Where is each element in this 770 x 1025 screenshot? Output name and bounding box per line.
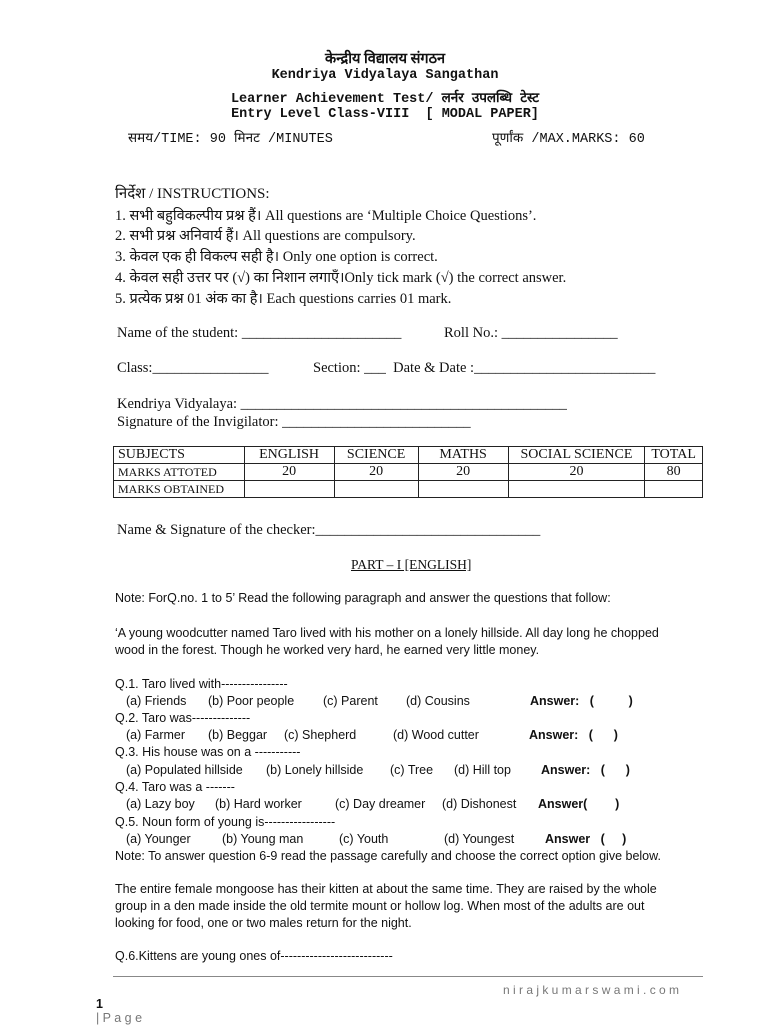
instruction-item: 3. केवल एक ही विकल्प सही है। Only one option is correct. [115, 249, 438, 265]
table-row [114, 464, 703, 481]
option: (d) Dishonest [442, 797, 517, 811]
option: (b) Young man [222, 832, 304, 846]
option: (c) Parent [323, 694, 378, 708]
table-cell [244, 481, 334, 498]
class-field: Class:________________ [117, 360, 269, 376]
table-cell: 20 [418, 464, 508, 481]
marks-table [113, 446, 703, 498]
answer-box: Answer ( ) [545, 832, 627, 846]
question-3: Q.3. His house was on a ----------- [115, 745, 301, 759]
invigilator-field: Signature of the Invigilator: __________________________ [117, 414, 471, 430]
note-1: Note: ForQ.no. 1 to 5’ Read the following paragraph and answer the questions that follow: [115, 591, 611, 605]
option: (d) Hill top [454, 763, 511, 777]
table-cell: 20 [508, 464, 645, 481]
table-row-label: MARKS ATTOTED [114, 464, 245, 481]
question-5: Q.5. Noun form of young is----------------- [115, 815, 336, 829]
table-cell: 80 [645, 464, 703, 481]
section-date-field: Section: ___ Date & Date :_________________________ [313, 360, 656, 376]
question-1: Q.1. Taro lived with---------------- [115, 677, 288, 691]
footer-site: n i r a j k u m a r s w a m i . c o m [503, 983, 680, 997]
table-row-label: MARKS OBTAINED [114, 481, 245, 498]
table-header-cell: SOCIAL SCIENCE [508, 447, 645, 464]
instruction-item: 2. सभी प्रश्न अनिवार्य हैं। All questions are compulsory. [115, 228, 416, 244]
note-2: Note: To answer question 6-9 read the passage carefully and choose the correct option give below. [115, 849, 661, 863]
answer-box: Answer( ) [538, 797, 620, 811]
question-4: Q.4. Taro was a ------- [115, 780, 235, 794]
option: (a) Younger [126, 832, 191, 846]
option: (a) Lazy boy [126, 797, 195, 811]
time-label: समय/TIME: 90 मिनट /MINUTES [128, 132, 333, 147]
table-cell: 20 [244, 464, 334, 481]
option: (c) Tree [390, 763, 434, 777]
student-name-field: Name of the student: ______________________ [117, 325, 402, 341]
test-title: Learner Achievement Test/ लर्नर उपलब्धि टेस्ट [230, 92, 540, 107]
page-label: | P a g e [95, 1011, 143, 1025]
instruction-item: 1. सभी बहुविकल्पीय प्रश्न हैं। All questions are ‘Multiple Choice Questions’. [115, 208, 537, 224]
table-header-cell: MATHS [418, 447, 508, 464]
option: (b) Poor people [208, 694, 295, 708]
table-row [114, 481, 703, 498]
table-row [114, 447, 703, 464]
table-cell: 20 [334, 464, 418, 481]
passage-2-line: group in a den made inside the old termite mount or hollow log. When most of the adults are out [115, 899, 645, 913]
instructions-heading: निर्देश / INSTRUCTIONS: [115, 186, 270, 202]
option: (c) Shepherd [284, 728, 357, 742]
passage-2-line: looking for food, one or two males return for the night. [115, 916, 412, 930]
org-title: Kendriya Vidyalaya Sangathan [271, 68, 499, 83]
question-6: Q.6.Kittens are young ones of--------------------------- [115, 949, 393, 963]
table-header-cell: ENGLISH [244, 447, 334, 464]
roll-no-field: Roll No.: ________________ [444, 325, 618, 341]
option: (d) Wood cutter [393, 728, 479, 742]
level-title: Entry Level Class-VIII [ MODAL PAPER] [231, 107, 539, 122]
answer-box: Answer: ( ) [541, 763, 630, 777]
page-number: 1 [95, 997, 103, 1011]
option: (c) Day dreamer [335, 797, 426, 811]
footer-divider [113, 976, 703, 977]
option: (b) Lonely hillside [266, 763, 364, 777]
part-heading: PART – I [ENGLISH] [351, 557, 472, 572]
option: (c) Youth [339, 832, 389, 846]
option: (a) Farmer [126, 728, 186, 742]
answer-box: Answer: ( ) [530, 694, 633, 708]
max-marks-label: पूर्णांक /MAX.MARKS: 60 [492, 132, 645, 147]
passage-1-line: ‘A young woodcutter named Taro lived with his mother on a lonely hillside. All day long he chopped [115, 626, 659, 640]
passage-2-line: The entire female mongoose has their kitten at about the same time. They are raised by the whole [115, 882, 657, 896]
instruction-item: 5. प्रत्येक प्रश्न 01 अंक का है। Each questions carries 01 mark. [115, 291, 452, 307]
answer-box: Answer: ( ) [529, 728, 618, 742]
kv-field: Kendriya Vidyalaya: _____________________________________________ [117, 396, 567, 412]
option: (b) Beggar [208, 728, 268, 742]
hindi-org-title: केन्द्रीय विद्यालय संगठन [324, 51, 446, 67]
table-cell [508, 481, 645, 498]
table-cell [418, 481, 508, 498]
option: (a) Friends [126, 694, 187, 708]
question-2: Q.2. Taro was-------------- [115, 711, 251, 725]
passage-1-line: wood in the forest. Though he worked very hard, he earned very little money. [115, 643, 540, 657]
option: (d) Cousins [406, 694, 470, 708]
page-footer [89, 983, 142, 1025]
table-header-cell: SCIENCE [334, 447, 418, 464]
table-header-cell: TOTAL [645, 447, 703, 464]
option: (d) Youngest [444, 832, 515, 846]
checker-field: Name & Signature of the checker:_______________________________ [117, 522, 541, 538]
table-header-cell: SUBJECTS [114, 447, 245, 464]
option: (b) Hard worker [215, 797, 302, 811]
option: (a) Populated hillside [126, 763, 243, 777]
table-cell [645, 481, 703, 498]
instruction-item: 4. केवल सही उत्तर पर (√) का निशान लगाएँ।Only tick mark (√) the correct answer. [115, 270, 567, 286]
table-cell [334, 481, 418, 498]
